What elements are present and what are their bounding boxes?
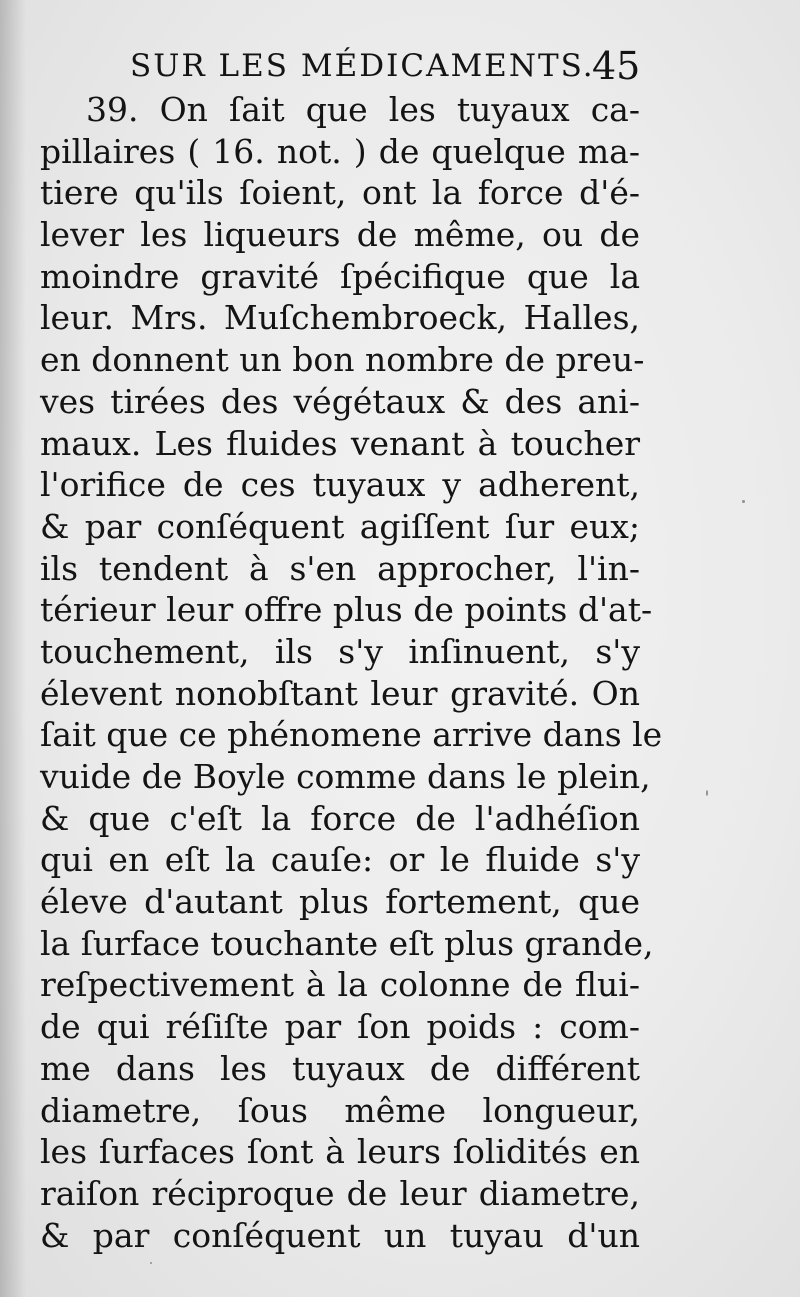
text-line: en donnent un bon nombre de preu- [40,340,645,380]
text-line: l'orifice de ces tuyaux y adherent, [40,465,640,505]
text-line: raiſon réciproque de leur diametre, [40,1173,640,1213]
text-line: de qui réſiſte par ſon poids : com- [40,1007,640,1047]
text-line: maux. Les fluides venant à toucher [40,423,640,463]
paper-speck [742,500,745,503]
text-line: lever les liqueurs de même, ou de [40,215,640,255]
page-gutter-shadow [0,0,26,1297]
text-line: la ſurface touchante eſt plus grande, [40,923,654,963]
page-number: 45 [592,44,641,88]
text-line: térieur leur offre plus de points d'at- [40,590,653,630]
text-line: 39. On ſait que les tuyaux ca- [86,90,640,129]
paper-speck [150,1262,152,1264]
text-line: & par conſéquent un tuyau d'un [40,1215,640,1255]
text-line: qui en eſt la cauſe: or le fluide s'y [40,840,640,880]
text-line: reſpectivement à la colonne de flui- [40,965,640,1005]
body-paragraph [40,89,663,1256]
text-line: touchement, ils s'y inſinuent, s'y [40,631,640,671]
text-line: ils tendent à s'en approcher, l'in- [40,548,640,588]
text-line: pillaires ( 16. not. ) de quelque ma- [40,131,640,171]
text-line: & que c'eſt la force de l'adhéſion [40,798,640,838]
text-line: élevent nonobſtant leur gravité. On [40,673,640,713]
text-line: ves tirées des végétaux & des ani- [40,381,640,421]
text-line: ſait que ce phénomene arrive dans le [40,715,663,755]
paper-speck [706,790,708,796]
text-line: éleve d'autant plus fortement, que [40,882,640,922]
text-line: me dans les tuyaux de différent [40,1048,640,1088]
text-line: tiere qu'ils ſoient, ont la force d'é- [40,173,640,213]
running-head-title: SUR LES MÉDICAMENTS. [130,48,595,84]
text-line: & par conſéquent agiſſent ſur eux; [40,506,640,546]
text-line: diametre, ſous même longueur, [40,1090,640,1130]
text-line: vuide de Boyle comme dans le plein, [40,757,651,796]
text-line: moindre gravité ſpécifique que la [40,256,640,296]
text-line: les ſurfaces ſont à leurs ſolidités en [40,1132,640,1172]
text-line: leur. Mrs. Muſchembroeck, Halles, [40,298,640,338]
